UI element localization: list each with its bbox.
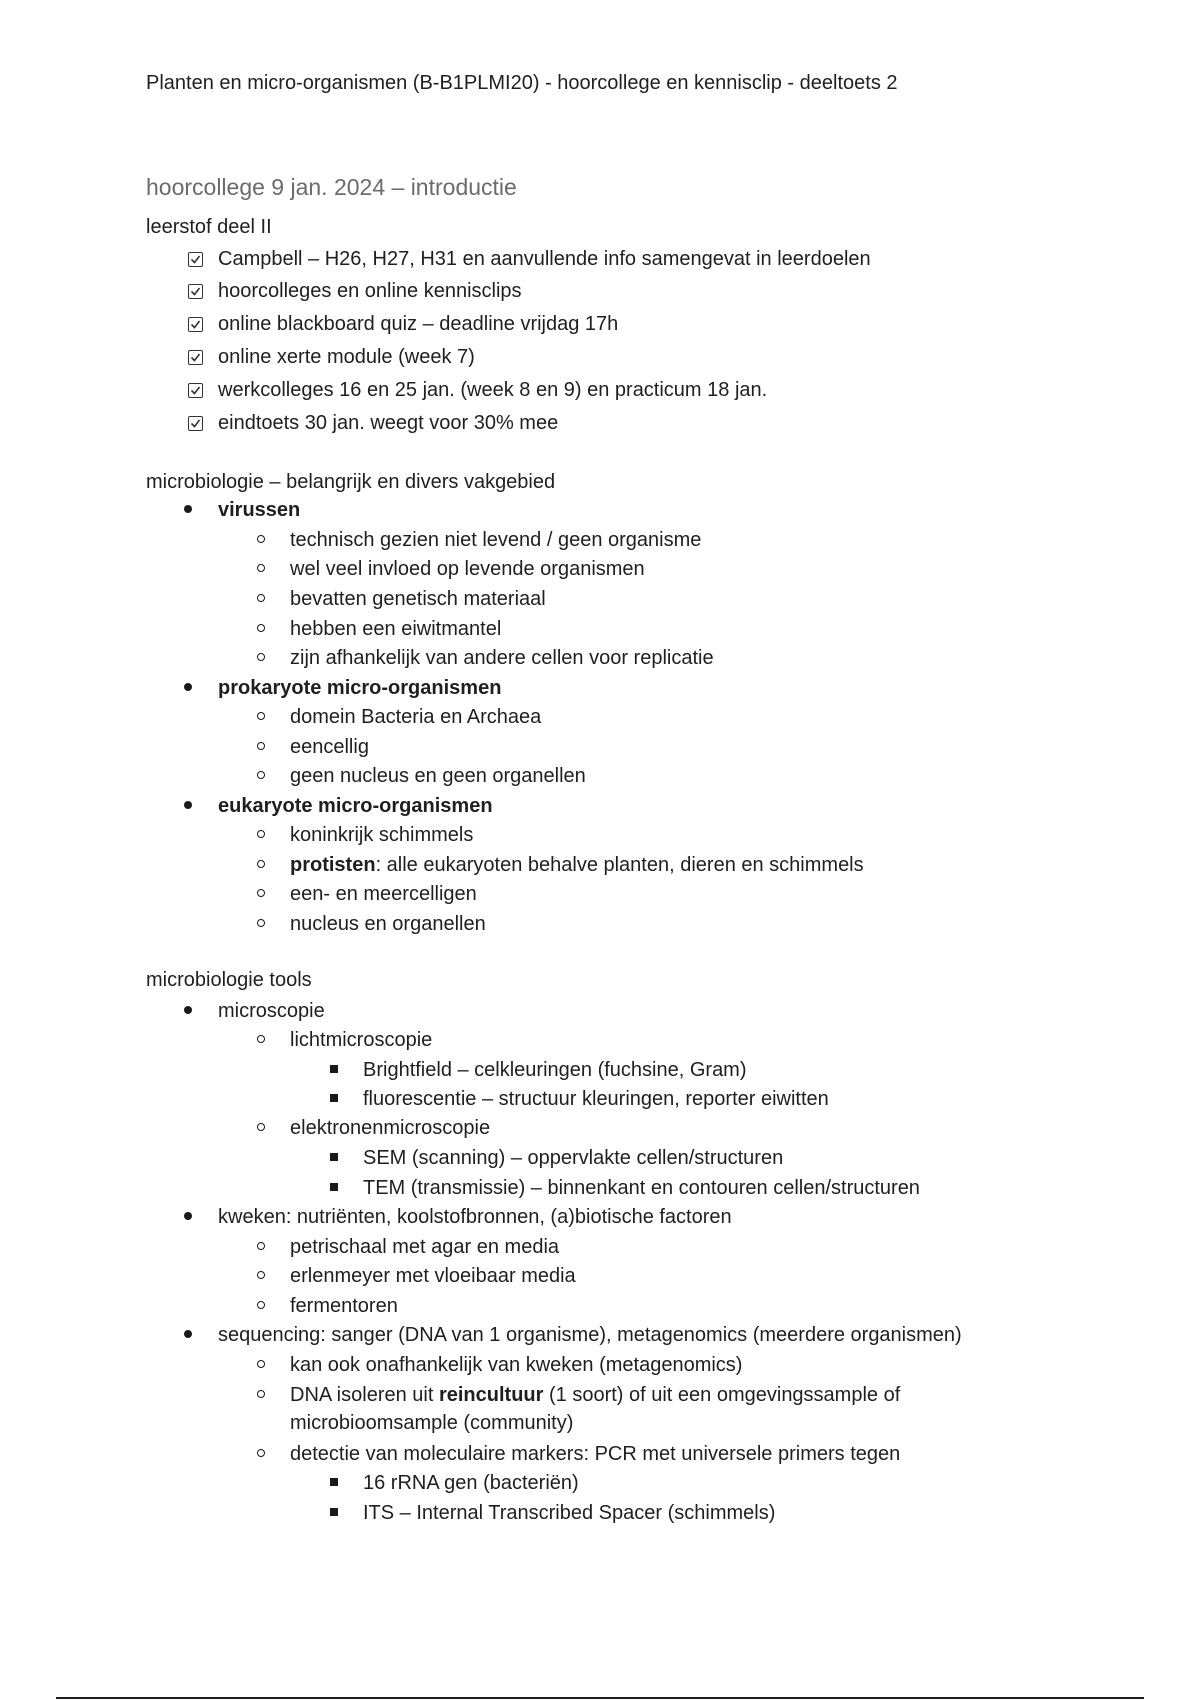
circle-bullet-icon xyxy=(257,1035,265,1043)
circle-bullet-icon xyxy=(257,860,265,868)
circle-bullet-icon xyxy=(257,742,265,750)
electron-microscopy-label: elektronenmicroscopie xyxy=(290,1117,491,1139)
circle-bullet-icon xyxy=(257,1360,265,1368)
square-bullet-icon xyxy=(330,1508,338,1516)
circle-bullet-icon xyxy=(257,889,265,897)
checked-checkbox-icon xyxy=(188,416,203,431)
list-item: fermentoren xyxy=(290,1295,398,1317)
list-item: SEM (scanning) – oppervlakte cellen/structuren xyxy=(363,1147,784,1169)
culturing-label: kweken: nutriënten, koolstofbronnen, (a)biotische factoren xyxy=(218,1206,732,1228)
square-bullet-icon xyxy=(330,1478,338,1486)
page-divider xyxy=(56,1697,1144,1699)
square-bullet-icon xyxy=(330,1065,338,1073)
lecture-heading: hoorcollege 9 jan. 2024 – introductie xyxy=(146,174,517,200)
study-material-label: leerstof deel II xyxy=(146,216,272,238)
circle-bullet-icon xyxy=(257,1449,265,1457)
document-title: Planten en micro-organismen (B-B1PLMI20) - hoorcollege en kennisclip - deeltoets 2 xyxy=(146,72,898,94)
checklist-item: hoorcolleges en online kennisclips xyxy=(218,280,522,302)
bullet-icon xyxy=(184,1330,192,1338)
tools-label: microbiologie tools xyxy=(146,969,312,991)
list-item: geen nucleus en geen organellen xyxy=(290,765,586,787)
checked-checkbox-icon xyxy=(188,350,203,365)
circle-bullet-icon xyxy=(257,830,265,838)
circle-bullet-icon xyxy=(257,624,265,632)
circle-bullet-icon xyxy=(257,1390,265,1398)
list-item: wel veel invloed op levende organismen xyxy=(290,558,645,580)
list-item-dna-isolation: DNA isoleren uit reincultuur (1 soort) of uit een omgevingssample of xyxy=(290,1384,901,1406)
circle-bullet-icon xyxy=(257,712,265,720)
list-item: detectie van moleculaire markers: PCR met universele primers tegen xyxy=(290,1443,901,1465)
square-bullet-icon xyxy=(330,1094,338,1102)
circle-bullet-icon xyxy=(257,594,265,602)
list-item: eencellig xyxy=(290,736,369,758)
light-microscopy-label: lichtmicroscopie xyxy=(290,1029,433,1051)
square-bullet-icon xyxy=(330,1183,338,1191)
circle-bullet-icon xyxy=(257,771,265,779)
list-item: domein Bacteria en Archaea xyxy=(290,706,542,728)
list-item: koninkrijk schimmels xyxy=(290,824,474,846)
list-item: erlenmeyer met vloeibaar media xyxy=(290,1265,576,1287)
bullet-icon xyxy=(184,505,192,513)
list-item: bevatten genetisch materiaal xyxy=(290,588,546,610)
viruses-label: virussen xyxy=(218,499,301,521)
bullet-icon xyxy=(184,1212,192,1220)
circle-bullet-icon xyxy=(257,1301,265,1309)
list-item: TEM (transmissie) – binnenkant en contouren cellen/structuren xyxy=(363,1177,920,1199)
circle-bullet-icon xyxy=(257,564,265,572)
checked-checkbox-icon xyxy=(188,284,203,299)
prokaryotes-label: prokaryote micro-organismen xyxy=(218,677,502,699)
circle-bullet-icon xyxy=(257,653,265,661)
bullet-icon xyxy=(184,1006,192,1014)
checklist-item: werkcolleges 16 en 25 jan. (week 8 en 9) en practicum 18 jan. xyxy=(218,379,768,401)
circle-bullet-icon xyxy=(257,919,265,927)
checklist-item: Campbell – H26, H27, H31 en aanvullende info samengevat in leerdoelen xyxy=(218,248,871,270)
list-item: ITS – Internal Transcribed Spacer (schimmels) xyxy=(363,1502,776,1524)
circle-bullet-icon xyxy=(257,535,265,543)
list-item: kan ook onafhankelijk van kweken (metagenomics) xyxy=(290,1354,743,1376)
checklist-item: online blackboard quiz – deadline vrijdag 17h xyxy=(218,313,619,335)
bullet-icon xyxy=(184,801,192,809)
list-item: Brightfield – celkleuringen (fuchsine, Gram) xyxy=(363,1059,747,1081)
checked-checkbox-icon xyxy=(188,383,203,398)
microscopy-label: microscopie xyxy=(218,1000,325,1022)
sequencing-label: sequencing: sanger (DNA van 1 organisme), metagenomics (meerdere organismen) xyxy=(218,1324,962,1346)
square-bullet-icon xyxy=(330,1153,338,1161)
list-item: zijn afhankelijk van andere cellen voor replicatie xyxy=(290,647,714,669)
checked-checkbox-icon xyxy=(188,252,203,267)
bullet-icon xyxy=(184,683,192,691)
circle-bullet-icon xyxy=(257,1271,265,1279)
circle-bullet-icon xyxy=(257,1242,265,1250)
list-item-protists: protisten: alle eukaryoten behalve planten, dieren en schimmels xyxy=(290,854,864,876)
list-item: fluorescentie – structuur kleuringen, reporter eiwitten xyxy=(363,1088,829,1110)
list-item: petrischaal met agar en media xyxy=(290,1236,560,1258)
checklist-item: online xerte module (week 7) xyxy=(218,346,475,368)
checked-checkbox-icon xyxy=(188,317,203,332)
list-item: een- en meercelligen xyxy=(290,883,477,905)
list-item: hebben een eiwitmantel xyxy=(290,618,502,640)
eukaryotes-label: eukaryote micro-organismen xyxy=(218,795,493,817)
checklist-item: eindtoets 30 jan. weegt voor 30% mee xyxy=(218,412,559,434)
list-item: 16 rRNA gen (bacteriën) xyxy=(363,1472,579,1494)
list-item-continuation: microbioomsample (community) xyxy=(290,1412,574,1434)
microbiology-label: microbiologie – belangrijk en divers vakgebied xyxy=(146,471,556,493)
list-item: nucleus en organellen xyxy=(290,913,486,935)
list-item: technisch gezien niet levend / geen organisme xyxy=(290,529,702,551)
circle-bullet-icon xyxy=(257,1123,265,1131)
